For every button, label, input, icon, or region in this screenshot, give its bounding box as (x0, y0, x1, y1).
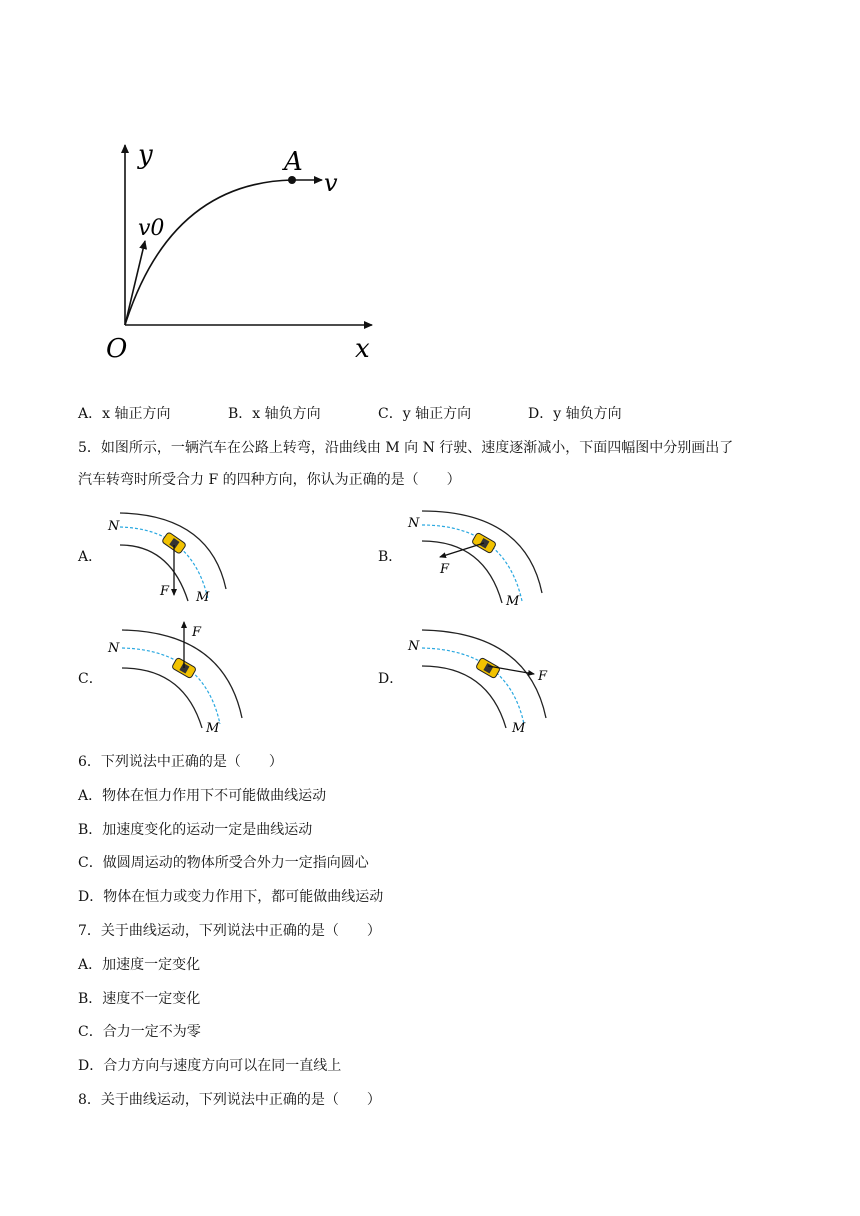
q5-figure-a[interactable] (100, 505, 240, 605)
q4-option-d[interactable]: D．y 轴负方向 (528, 406, 622, 422)
y-axis-label: y (138, 140, 153, 170)
label-f: F (160, 584, 170, 599)
q7-option-a[interactable]: A．加速度一定变化 (78, 957, 201, 973)
q4-option-a[interactable]: A．x 轴正方向 (78, 406, 171, 422)
q5-option-a-label[interactable]: A． (78, 549, 103, 565)
label-f: F (538, 669, 548, 684)
q5-figure-b[interactable] (400, 505, 550, 610)
label-n: N (108, 519, 120, 534)
q5-option-d-label[interactable]: D． (378, 671, 404, 687)
label-f: F (192, 625, 202, 640)
road-outer-edge (422, 630, 546, 718)
q6-stem: 6．下列说法中正确的是（ ） (78, 754, 283, 770)
q4-option-c[interactable]: C．y 轴正方向 (378, 406, 472, 422)
label-n: N (408, 516, 420, 531)
x-axis-label: x (355, 334, 370, 364)
trajectory-curve (125, 180, 292, 325)
label-m: M (196, 590, 210, 605)
v0-label: v0 (138, 216, 165, 241)
label-f: F (440, 562, 450, 577)
q6-option-c[interactable]: C．做圆周运动的物体所受合外力一定指向圆心 (78, 855, 369, 871)
q5-figure-d[interactable] (400, 626, 560, 736)
force-arrow (440, 543, 484, 557)
q5-stem-line1: 5．如图所示，一辆汽车在公路上转弯，沿曲线由 M 向 N 行驶、速度逐渐减小，下面四幅图中分别画出了 (78, 440, 734, 456)
q5-figure-c[interactable] (100, 618, 250, 733)
q6-option-a[interactable]: A．物体在恒力作用下不可能做曲线运动 (78, 788, 327, 804)
label-n: N (408, 639, 420, 654)
road-outer-edge (422, 511, 542, 593)
v-label: v (324, 169, 338, 197)
q7-option-b[interactable]: B．速度不一定变化 (78, 991, 201, 1007)
label-m: M (512, 721, 526, 736)
label-m: M (506, 594, 520, 609)
q7-option-d[interactable]: D．合力方向与速度方向可以在同一直线上 (78, 1058, 342, 1074)
q6-option-b[interactable]: B．加速度变化的运动一定是曲线运动 (78, 822, 313, 838)
road-center-dashed (422, 648, 524, 724)
point-a-label: A (284, 147, 303, 177)
q7-option-c[interactable]: C．合力一定不为零 (78, 1024, 201, 1040)
q5-option-c-label[interactable]: C． (78, 671, 103, 687)
road-center-dashed (122, 648, 220, 724)
q8-stem: 8．关于曲线运动，下列说法中正确的是（ ） (78, 1092, 381, 1108)
q6-option-d[interactable]: D．物体在恒力或变力作用下，都可能做曲线运动 (78, 889, 384, 905)
label-n: N (108, 641, 120, 656)
q7-stem: 7．关于曲线运动，下列说法中正确的是（ ） (78, 923, 381, 939)
trajectory-figure (100, 135, 390, 365)
q5-stem-line2: 汽车转弯时所受合力 F 的四种方向，你认为正确的是（ ） (78, 472, 461, 488)
q5-option-b-label[interactable]: B． (378, 549, 403, 565)
road-center-dashed (422, 525, 522, 601)
label-m: M (206, 721, 220, 733)
road-outer-edge (120, 513, 226, 589)
q4-option-b[interactable]: B．x 轴负方向 (228, 406, 321, 422)
origin-label: O (106, 334, 128, 364)
